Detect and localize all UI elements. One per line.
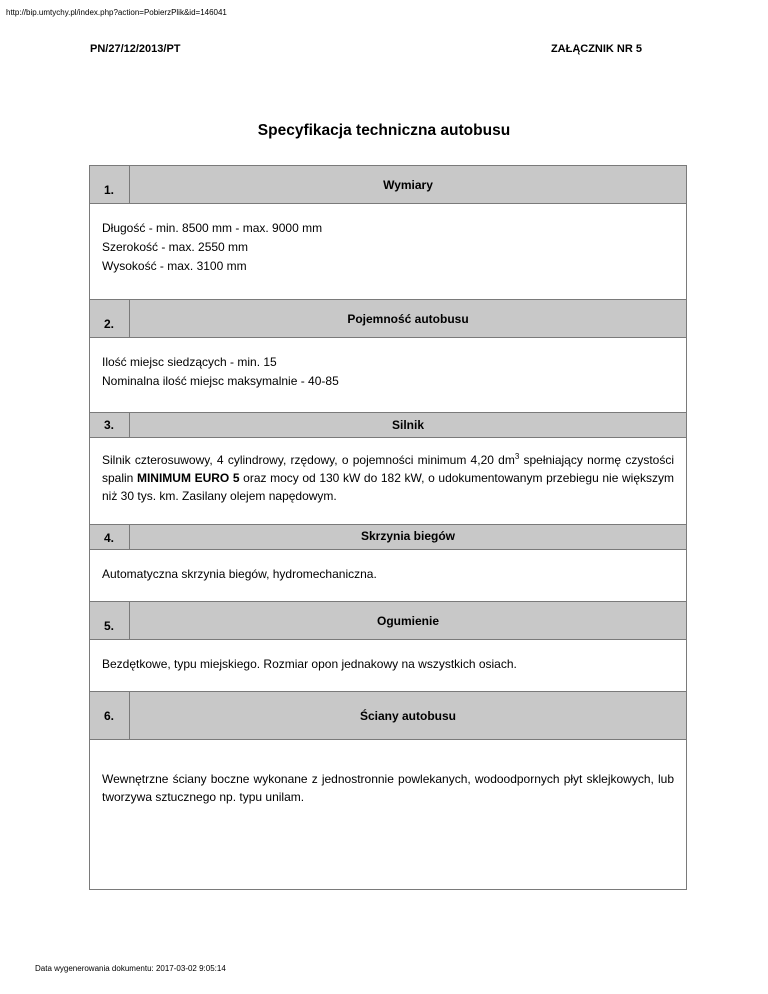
section-title: Ogumienie xyxy=(376,614,439,628)
section-number: 5. xyxy=(90,602,130,639)
section-header-2 xyxy=(90,300,686,338)
section-number: 3. xyxy=(90,413,130,437)
generation-date: Data wygenerowania dokumentu: 2017-03-02 9:05:14 xyxy=(35,964,226,973)
section-header-4 xyxy=(90,525,686,550)
section-title: Wymiary xyxy=(383,178,433,192)
section-title: Silnik xyxy=(391,418,424,432)
spec-line: Długość - min. 8500 mm - max. 9000 mm xyxy=(102,221,323,235)
specification-table xyxy=(89,165,687,890)
section-body-5 xyxy=(90,640,686,692)
spec-line: Automatyczna skrzynia biegów, hydromechaniczna. xyxy=(102,567,377,581)
section-body-4 xyxy=(90,550,686,602)
spec-line: Nominalna ilość miejsc maksymalnie - 40-85 xyxy=(102,374,339,388)
section-body-2 xyxy=(90,338,686,413)
section-header-3 xyxy=(90,413,686,438)
annex-label: ZAŁĄCZNIK NR 5 xyxy=(550,43,642,55)
spec-line: Wysokość - max. 3100 mm xyxy=(102,259,247,273)
emission-norm: MINIMUM EURO 5 xyxy=(136,471,240,485)
page-title: Specyfikacja techniczna autobusu xyxy=(257,122,511,139)
section-number: 2. xyxy=(90,300,130,337)
walls-spec-text: Wewnętrzne ściany boczne wykonane z jednostronnie powlekanych, wodoodpornych płyt sklejkowych, lub tworzywa sztucznego np. typu unilam. xyxy=(102,772,674,804)
section-header-6 xyxy=(90,692,686,740)
source-url: http://bip.umtychy.pl/index.php?action=PobierzPlik&id=146041 xyxy=(6,8,227,17)
section-header-1 xyxy=(90,166,686,204)
spec-line: Bezdętkowe, typu miejskiego. Rozmiar opon jednakowy na wszystkich osiach. xyxy=(102,657,517,671)
document-reference: PN/27/12/2013/PT xyxy=(90,43,181,55)
section-number: 1. xyxy=(90,166,130,203)
section-body-1 xyxy=(90,204,686,300)
engine-spec-text: Silnik czterosuwowy, 4 cylindrowy, rzędowy, o pojemności minimum 4,20 $dm^3$ spełniający normę czystości spalin MINIMUM EURO 5 oraz mocy od 130 kW do 182 kW, o udokumentowanym przebiegu nie większym niż 30 tys. km. Zasilany olejem napędowym. xyxy=(102,452,675,503)
section-number: 6. xyxy=(90,692,130,739)
section-body-6 xyxy=(90,740,686,890)
section-title: Ściany autobusu xyxy=(359,708,457,723)
section-header-5 xyxy=(90,602,686,640)
section-title: Pojemność autobusu xyxy=(347,312,469,326)
spec-line: Szerokość - max. 2550 mm xyxy=(102,240,249,254)
section-title: Skrzynia biegów xyxy=(360,529,456,543)
spec-line: Ilość miejsc siedzących - min. 15 xyxy=(102,355,277,369)
section-body-3 xyxy=(90,438,686,525)
section-number: 4. xyxy=(90,525,130,549)
